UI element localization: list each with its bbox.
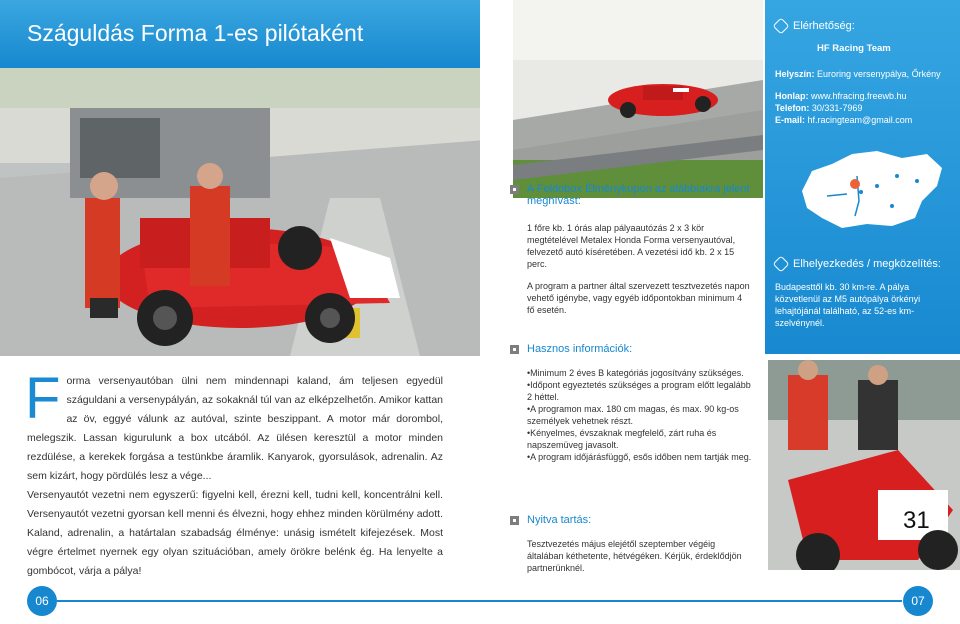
article-paragraph-1: orma versenyautóban ülni nem mindennapi kaland, ám teljesen egyedül száguldani a versenypályán, az sokaknál túl van az elképzelhetőn. Amikor kattan az öv, eggyé válunk az autóval, szinte beszippant. A motor már dorombol, melegszik. Lassan kigurulunk a box utcából. Az ülésen keresztül a motor minden rezdülése, a kerekek forgása a testünkbe áramlik. Kanyarok, gyorsulások, adrenalin. Az sem kizárt, hogy pördülés lesz a vége... (27, 375, 443, 482)
list-item: • Kényelmes, évszaknak megfelelő, zárt ruha és napszemüveg javasolt. (527, 427, 755, 451)
square-bullet-icon (510, 345, 519, 354)
article-paragraph-2: Versenyautót vezetni nem egyszerű: figyelni kell, érezni kell, tudni kell, koncentrálni kell. Versenyautót vezetni gyorsan kell menni és élvezni, hogy ehhez minden körülmény adott. Kaland, adrenalin, a határtalan szabadság élménye: unásig ismételt kifejezések. Most végre értelmet nyernek egy olyan szituációban, amely örökre belénk ég. Ha lenyelte a gombócot, várja a pálya! (27, 489, 443, 577)
page-number-right: 07 (903, 586, 933, 616)
opening-text: Tesztvezetés május elejétől szeptember végéig általában kéthetente, hétvégéken. Kérjük, érdeklődjön partnerünknél. (527, 539, 742, 573)
phone-line: Telefon: 30/331-7969 (775, 103, 863, 113)
voucher-text (527, 222, 752, 326)
info-heading (510, 343, 632, 355)
location-description: Budapesttől kb. 30 km-re. A pálya közvetlenül az M5 autópálya örkényi lehajtójánál található, az 52-es km-szelvénynél. (775, 282, 921, 328)
dropcap: F (25, 366, 61, 431)
race-car-photo (0, 68, 510, 356)
info-heading-label: Hasznos információk: (527, 343, 633, 355)
title-band (0, 0, 480, 68)
company-name: HF Racing Team (817, 43, 891, 54)
voucher-paragraph-1: 1 főre kb. 1 órás alap pályaautózás 2 x 3 kör megtételével Metalex Honda Forma versenyautóval, felvezető autó kíséretében. A vezetési idő kb. 2 x 15 perc. (527, 223, 736, 269)
list-item: • A programon max. 180 cm magas, és max. 90 kg-os személyek vehetnek részt. (527, 403, 755, 427)
contact-heading (775, 20, 855, 32)
location-line: Helyszín: Euroring versenypálya, Őrkény (775, 69, 941, 79)
voucher-heading (510, 183, 760, 207)
location-heading (775, 258, 941, 270)
location-heading-label: Elhelyezkedés / megközelítés: (793, 258, 941, 270)
page-title: Száguldás Forma 1-es pilótaként (27, 20, 364, 46)
svg-text:31: 31 (903, 507, 930, 534)
list-item: • Minimum 2 éves B kategóriás jogosítvány szükséges. (527, 367, 755, 379)
footer-line-right (480, 600, 902, 602)
info-list (527, 367, 755, 463)
article-body (25, 366, 443, 581)
list-item: • A program időjárásfüggő, esős időben nem tartják meg. (527, 451, 755, 463)
opening-heading (510, 514, 591, 526)
website-line[interactable]: Honlap: www.hfracing.freewb.hu (775, 91, 907, 101)
tag-icon (773, 18, 790, 35)
opening-heading-label: Nyitva tartás: (527, 514, 592, 526)
email-line[interactable]: E-mail: hf.racingteam@gmail.com (775, 115, 913, 125)
pitlane-car-photo (768, 360, 960, 570)
hungary-map (797, 146, 947, 234)
list-item: • Időpont egyeztetés szükséges a program előtt legalább 2 héttel. (527, 379, 755, 403)
square-bullet-icon (510, 516, 519, 525)
voucher-heading-label: A Feldobox Élménykupon az alábbiakra jelent meghívást: (527, 183, 750, 207)
voucher-paragraph-2: A program a partner által szervezett tesztvezetés napon vehető igénybe, vagy egyéb időpontokban minimum 4 fő esetén. (527, 281, 750, 315)
page-number-left: 06 (27, 586, 57, 616)
tag-icon (773, 256, 790, 273)
contact-heading-label: Elérhetőség: (793, 20, 855, 32)
footer-line-left (57, 600, 480, 602)
track-car-photo (513, 0, 763, 198)
square-bullet-icon (510, 185, 519, 194)
